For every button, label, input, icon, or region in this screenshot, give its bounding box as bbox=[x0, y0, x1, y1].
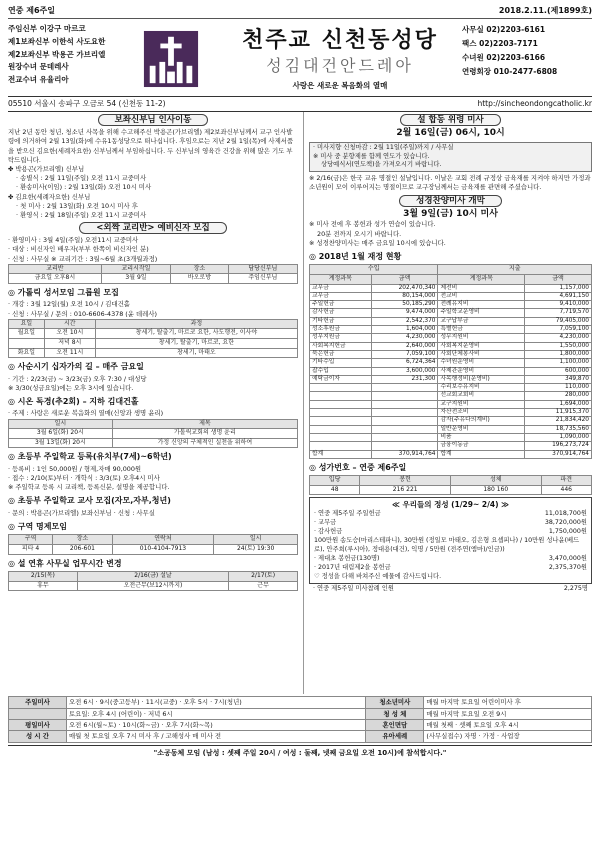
staff-line: 원장수녀 문데레사 bbox=[8, 62, 69, 72]
schedule-row: 성 시 간 매월 첫 토요일 오후 7시 미사 후 / 고해성사 매 미사 전 유아세례 (사무실접수) 자명 · 가정 · 사업장 bbox=[9, 731, 592, 742]
offering-heading: ≪ 우리들의 정성 (1/29~ 2/4) ≫ bbox=[392, 500, 509, 510]
finance-row: 예탁금이자 231,300 사목행정비(운영비) 349,870 bbox=[310, 375, 592, 383]
finance-row: 선교회교회비 280,000 bbox=[310, 392, 592, 400]
offering-donors: 100만원 송도승(마리스테파니), 30만원 (정일모 마태오, 김은형 요셉피나) / 10만원 성나윤(베드로), 안주희(루시아), 정대용(대건), 익명 / 5만원 (전주연(엠마)/인금)) bbox=[314, 537, 580, 554]
reading-table: 일시 제목 3월 6일(화) 20시 가톨릭교회의 생명 윤리 3월 13일(화) 20시 가정 신앙의 구체적인 실천을 위하여 bbox=[8, 419, 298, 449]
finance-row: 금융이동금 196,273,724 bbox=[310, 442, 592, 450]
address-bar bbox=[8, 97, 592, 112]
finance-row: 사회복지헌금 2,640,000 사회복지운영비 1,550,000 bbox=[310, 342, 592, 350]
elem-line: · 등록비 : 1인 50,000원 / 형제,자매 90,000원 bbox=[8, 464, 142, 473]
catechumen-line: · 신청 : 사무실 ※ 교리기간 : 3월~6월 초(3개월과정) bbox=[8, 254, 158, 263]
bishop-heading: 보좌신부님 인사이동 bbox=[8, 115, 298, 126]
bible-line: · 신청 : 사무실 / 문의 : 010-6606-4378 (윤 데레사) bbox=[8, 309, 158, 318]
reading-heading: ◎ 시온 독경(추2회) – 지하 김대건홀 bbox=[8, 397, 139, 407]
offering-box bbox=[309, 497, 592, 584]
elem-line: · 접수 : 2/10(토)부터 · 개학식 : 3/3(토) 오후4시 미사 bbox=[8, 474, 160, 482]
offering-thanks: ♡ 정성을 다해 바쳐주신 예물에 감사드립니다. bbox=[314, 573, 442, 581]
cross-line: ※ 3/30(성금요일)에는 오후 3시에 있습니다. bbox=[8, 383, 134, 392]
finance-row: 기타헌금 2,542,370 교구납부금 79,405,000 bbox=[310, 317, 592, 325]
offering-row: · 교무금 38,720,000원 bbox=[314, 519, 587, 527]
finance-row: 일반운영비 18,735,560 bbox=[310, 425, 592, 433]
bishop-line: ✤ 김요한(세례자요한) 신부님 bbox=[8, 192, 91, 201]
bishop-line: · 환송미사(이임) : 2월 13일(화) 오전 10시 미사 bbox=[16, 183, 152, 192]
bishop-line: · 송별식 : 2월 11일(주일) 오전 11시 교중미사 bbox=[16, 174, 147, 183]
catechumen-line: · 환영미사 : 3월 4일(주일) 오전11시 교중미사 bbox=[8, 236, 139, 245]
staff-line: 제1보좌신부 이한석 사도요한 bbox=[8, 36, 106, 46]
bible-line: · 개강 : 3월 12일(월) 오전 10시 / 김대건홀 bbox=[8, 300, 130, 309]
finance-table: 수입 지출 계정과목 금액 계정과목 금액 교무금 202,470,340 제전비 1,157,000 교무금 80,154,000 전교비 4,691,150 주일헌금 50,185,290 전례유지비 9,410,000 감사헌금 9,474,000 주일학교운영비 7,719,570 기타헌금 2,542,370 교구납부금 79,405,000 성소후원금 1,604,000 특별헌금 7,059,100 성무지원금 4,230,000 성무지원비 4,230,000 사회복지헌금 2,640,000 사회복지운영비 1,550,000 묵은헌금 7,059,100 사회단체봉사비 1,800,000 기타수입 6,724,364 수녀원운영비 1,100,000 잡수입 3,600,000 사제관운영비 600,000 예탁금이자 231,300 사목행정비(운영비) 349,870 수리보수유지비 110,000 선교회교회비 280,000 교구지원비 1,694,000 자산전조비 11,915,370 감자(주유다의계비) 21,834,420 일반운영비 18,735,560 비품 1,090,000 금융이동금 196,273,724 합계 370,914,764 합계 370,914,764 bbox=[309, 264, 592, 458]
bible-heading: ◎ 가톨릭 성서모임 그룹원 모집 bbox=[8, 288, 119, 298]
parish-website-link[interactable]: http://sincheondongcatholic.kr bbox=[477, 99, 592, 109]
office-table: 2/15(목) 2/16(금) 설날 2/17(토) 휴무 오전근무(보12시까지) 근무 bbox=[8, 571, 298, 591]
finance-row: 감자(주유다의계비) 21,834,420 bbox=[310, 417, 592, 425]
offering-row: · 감사헌금 1,750,000원 bbox=[314, 528, 587, 536]
memorial-note: ※ 2/16(금)은 한국 교유 명절인 설날입니다. 이날은 교회 전례 규정상 금육재를 지켜야 하지만 가정과 소년원이 모이 이루어지는 명절이므로 교구장님께서는 금육재를 관면해 주셨습니다. bbox=[309, 174, 591, 192]
bishop-intro: 지난 2년 동안 청년, 청소년 사목을 위해 수고해주신 박용곤(가브리엘) 제2보좌신부님께서 교구 인사발령에 의거하여 2월 13일(화)에 수유1동성당으로 떠나십니다. 후임으로는 지난 2월 1일(목)에 사제서품을 받으신 김요한(세례자요한) 신부님께서 부임하십니다. 두 신부님의 영육간 건강을 위해 많은 기도 부탁드립니다. bbox=[8, 128, 294, 164]
season-label: 연중 제6주일 bbox=[8, 6, 55, 15]
reading-line: · 주제 : 사랑은 새로운 복음화의 열매(신앙과 생명 윤리) bbox=[8, 409, 164, 418]
parish-motto: 사랑은 새로운 복음화의 열매 bbox=[292, 81, 388, 91]
parish-address: 05510 서울시 송파구 오금로 54 (신천동 11-2) bbox=[8, 99, 166, 109]
finance-row: 수리보수유지비 110,000 bbox=[310, 384, 592, 392]
contact-row: 팩스 02)2203-7171 bbox=[462, 39, 538, 49]
office-heading: ◎ 설 연휴 사무실 업무시간 변경 bbox=[8, 558, 122, 568]
offering-row: · 제대초 봉헌금(130명) 3,470,000원 bbox=[314, 555, 587, 563]
healing-date: 3월 9일(금) 10시 미사 bbox=[403, 208, 498, 219]
finance-row: 성소후원금 1,604,000 특별헌금 7,059,100 bbox=[310, 326, 592, 334]
parish-logo bbox=[123, 21, 218, 96]
staff-line: 제2보좌신부 박용곤 가브리엘 bbox=[8, 49, 106, 59]
finance-row: 교무금 80,154,000 전교비 4,691,150 bbox=[310, 292, 592, 300]
attendance-row: · 연중 제5주일 미사참례 인원 2,275명 bbox=[313, 585, 588, 593]
finance-row: 감사헌금 9,474,000 주일학교운영비 7,719,570 bbox=[310, 309, 592, 317]
catechumen-line: · 대상 : 비신자인 배우자(부부 한쪽이 비신자인 분) bbox=[8, 245, 149, 254]
staff-list bbox=[8, 21, 123, 96]
finance-heading: ◎ 2018년 1월 재정 현황 bbox=[309, 252, 402, 262]
teacher-line: · 문의 : 박용곤(가브리엘) 보좌신부님 · 신청 : 사무실 bbox=[8, 508, 155, 517]
finance-row: 합계 370,914,764 합계 370,914,764 bbox=[310, 450, 592, 458]
contact-row: 수녀원 02)2203-6166 bbox=[462, 53, 546, 63]
contact-row: 연령회장 010-2477-6808 bbox=[462, 67, 558, 77]
finance-row: 교무금 202,470,340 제전비 1,157,000 bbox=[310, 284, 592, 292]
district-heading: ◎ 구역 명제모임 bbox=[8, 522, 67, 531]
elem-heading: ◎ 초등부 주일학교 등록(유치부(7세)~6학년) bbox=[8, 452, 172, 462]
healing-line: ※ 성경찬양미사는 매주 금요일 10시에 있습니다. bbox=[309, 238, 446, 247]
cross-heading: ◎ 사순시기 십자가의 길 – 매주 금요일 bbox=[8, 362, 144, 372]
bishop-line: ✤ 박용곤(가브리엘) 신부님 bbox=[8, 165, 85, 173]
right-column bbox=[304, 112, 592, 694]
bible-table: 요일 시간 과정 월요일 오전 10시 창세기, 탈출기, 마르코 요한, 사도행전, 이사야 저녁 8시 창세기, 탈출기, 마르코, 요한 화요일 오전 11시 창세기, 마태오 bbox=[8, 319, 298, 358]
top-strip bbox=[8, 6, 592, 19]
healing-line: ※ 미사 전에 후 봉헌과 성가 연습이 있습니다. bbox=[309, 220, 436, 229]
church-logo-icon bbox=[142, 29, 200, 89]
finance-row: 주일헌금 50,185,290 전례유지비 9,410,000 bbox=[310, 301, 592, 309]
schedule-row: 주일미사 오전 6시 · 9시(중고등부) · 11시(교중) · 오후 5시 · 7시(청년) 청소년미사 매월 마지막 토요일 어린이미사 후 bbox=[9, 697, 592, 708]
cross-line: · 기간 : 2/23(금) ~ 3/23(금) 오후 7:30 / 대성당 bbox=[8, 374, 147, 383]
finance-row: 교구지원비 1,694,000 bbox=[310, 400, 592, 408]
left-column bbox=[8, 112, 304, 694]
schedule-row: 평일미사 오전 6시(월~토) · 10시(화~금) · 오후 7시(화~목) 혼인면담 매월 첫째 · 셋째 토요일 오후 4시 bbox=[9, 719, 592, 730]
finance-row: 잡수입 3,600,000 사제관운영비 600,000 bbox=[310, 367, 592, 375]
community-footer: "소공동체 모임 (남성 : 셋째 주일 20시 / 여성 : 둘째, 넷째 금요일 오전 10시)에 참석합시다." bbox=[8, 745, 592, 758]
offering-row: · 2017년 대림제2을 봉헌금 2,375,370원 bbox=[314, 564, 587, 572]
contact-row: 사무실 02)2203-6161 bbox=[462, 25, 546, 35]
memorial-heading: 설 합동 위령 미사 bbox=[309, 115, 592, 126]
content-columns bbox=[8, 112, 592, 694]
parish-name: 천주교 신천동성당 bbox=[242, 27, 438, 53]
patron-name: 성김대건안드레아 bbox=[266, 56, 414, 76]
memorial-date: 2월 16일(금) 06시, 10시 bbox=[396, 128, 505, 139]
masthead-title bbox=[218, 21, 462, 96]
finance-row: 묵은헌금 7,059,100 사회단체봉사비 1,800,000 bbox=[310, 350, 592, 358]
masthead bbox=[8, 21, 592, 97]
catechumen-heading: <외짝 교리반> 예비신자 모집 bbox=[8, 223, 298, 234]
hymn-table: 입당 봉헌 성체 파견 48 216 221 180 160 446 bbox=[309, 475, 592, 495]
contact-list bbox=[462, 21, 592, 96]
catechumen-table: 교리반 교리시작일 장소 담당신부님 금요일 오후8시 3월 9일 바오로방 주임신부님 bbox=[8, 264, 298, 284]
finance-row: 기타수입 6,724,364 수녀원운영비 1,100,000 bbox=[310, 359, 592, 367]
finance-row: 자산전조비 11,915,370 bbox=[310, 409, 592, 417]
finance-row: 비품 1,090,000 bbox=[310, 433, 592, 441]
memorial-box: · 미사지향 신청마감 : 2월 11일(주일)까지 / 사무실 ※ 미사 중 분향제를 함께 연도가 있습니다. 상당예식서(연도책)을 가져오시기 바랍니다. bbox=[309, 142, 592, 172]
district-table: 구역 장소 연락처 일시 피타 4 206-601 010-4104-7913 24(토) 19:30 bbox=[8, 534, 298, 554]
schedule-row: 토요일: 오후 4시 (어린이) · 저녁 6시 청 성 체 매월 마지막 토요일 오전 9시 bbox=[9, 708, 592, 719]
mass-schedule bbox=[8, 696, 592, 743]
healing-heading: 성경찬양미사 개막 bbox=[309, 196, 592, 207]
elem-line: ※ 주일학교 등록 시 교리책, 등록신분, 설명을 제공합니다. bbox=[8, 483, 170, 492]
teacher-heading: ◎ 초등부 주일학교 교사 모집(자모,자부,청년) bbox=[8, 496, 171, 506]
offering-row: · 연중 제5주일 주일헌금 11,018,700원 bbox=[314, 510, 587, 518]
staff-line: 주임신부 이강구 마르코 bbox=[8, 24, 86, 34]
issue-date: 2018.2.11.(제1899호) bbox=[498, 6, 592, 15]
finance-row: 성무지원금 4,230,000 성무지원비 4,230,000 bbox=[310, 334, 592, 342]
healing-line: 20분 전까지 오시기 바랍니다. bbox=[317, 229, 402, 238]
bishop-line: · 첫 미사 : 2월 13일(화) 오전 10시 미사 후 bbox=[16, 201, 138, 210]
staff-line: 전교수녀 유율리아 bbox=[8, 74, 69, 84]
bishop-line: · 환영식 : 2월 18일(주일) 오전 11시 교중미사 bbox=[16, 211, 147, 220]
hymn-heading: ◎ 성가번호 – 연중 제6주일 bbox=[309, 462, 407, 472]
